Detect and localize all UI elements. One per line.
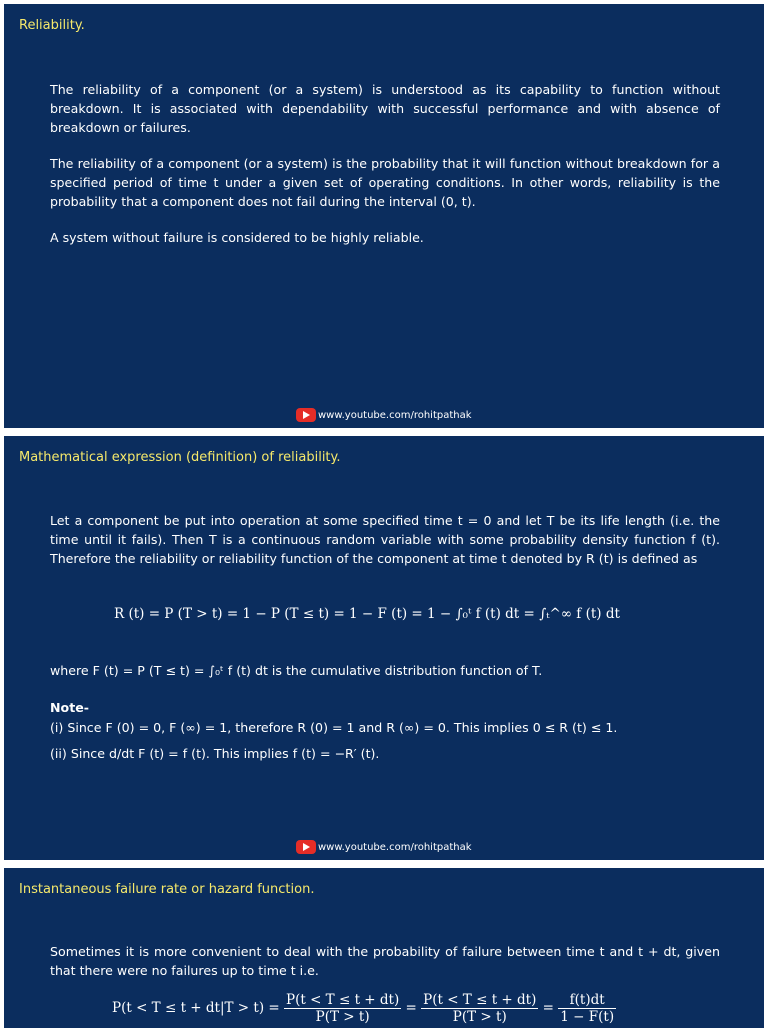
numerator: f(t)dt — [558, 992, 616, 1009]
note-item-1: (i) Since F (0) = 0, F (∞) = 1, therefore R (0) = 1 and R (∞) = 0. This implies 0 ≤ R (t) ≤ 1. — [50, 720, 618, 735]
footer-url: www.youtube.com/rohitpathak — [318, 409, 472, 421]
denominator: P(T > t) — [315, 1009, 370, 1025]
reliability-formula: R (t) = P (T > t) = 1 − P (T ≤ t) = 1 − F (t) = 1 − ∫₀ᵗ f (t) dt = ∫ₜ^∞ f (t) dt — [114, 606, 620, 622]
youtube-link[interactable] — [296, 840, 472, 854]
paragraph: A system without failure is considered to be highly reliable. — [50, 230, 424, 245]
paragraph: Let a component be put into operation at some specified time t = 0 and let T be its life length (i.e. the time until it fails). Then T is a continuous random variable with some probability density function f (t). Therefore the reliability or reliability function of the component at time t denoted by R (t) is defined as — [50, 513, 720, 566]
slide-title: Reliability. — [19, 18, 85, 33]
slide-math-definition — [4, 436, 764, 860]
formula-lhs: P(t < T ≤ t + dt|T > t) = — [112, 1000, 280, 1016]
numerator: P(t < T ≤ t + dt) — [423, 992, 537, 1008]
fraction — [558, 992, 616, 1025]
footer-url: www.youtube.com/rohitpathak — [318, 841, 472, 853]
slide-title: Instantaneous failure rate or hazard function. — [19, 882, 315, 897]
note-item-2: (ii) Since d/dt F (t) = f (t). This implies f (t) = −R′ (t). — [50, 746, 380, 761]
paragraph: The reliability of a component (or a system) is the probability that it will function without breakdown for a specified period of time t under a given set of operating conditions. In other words, reliability is the probability that a component does not fail during the interval (0, t). — [50, 156, 720, 209]
paragraph: The reliability of a component (or a system) is understood as its capability to function without breakdown. It is associated with dependability with successful performance and with absence of breakdown or failures. — [50, 82, 720, 135]
fraction — [284, 992, 401, 1025]
cdf-definition: where F (t) = P (T ≤ t) = ∫₀ᵗ f (t) dt is the cumulative distribution function of T. — [50, 663, 543, 678]
slide-hazard-function — [4, 868, 764, 1028]
youtube-icon — [296, 408, 316, 422]
denominator: 1 − F(t) — [560, 1009, 615, 1025]
youtube-icon — [296, 840, 316, 854]
slide-reliability — [4, 4, 764, 428]
paragraph: Sometimes it is more convenient to deal with the probability of failure between time t and t + dt, given that there were no failures up to time t i.e. — [50, 944, 720, 978]
numerator: P(t < T ≤ t + dt) — [286, 992, 400, 1008]
youtube-link[interactable] — [296, 408, 472, 422]
slide-title: Mathematical expression (definition) of reliability. — [19, 450, 341, 465]
fraction — [421, 992, 538, 1025]
note-label: Note- — [50, 700, 89, 715]
denominator: P(T > t) — [452, 1009, 507, 1025]
hazard-formula: P(t < T ≤ t + dt|T > t) = $\frac{P(t < T \le t + dt)}{P(T > t)}$ = $\frac{P(t < T \le t + dt)}{P(T > t)}$ = $\frac{f(t)dt}{1 - F(t)}$ — [112, 992, 615, 1025]
